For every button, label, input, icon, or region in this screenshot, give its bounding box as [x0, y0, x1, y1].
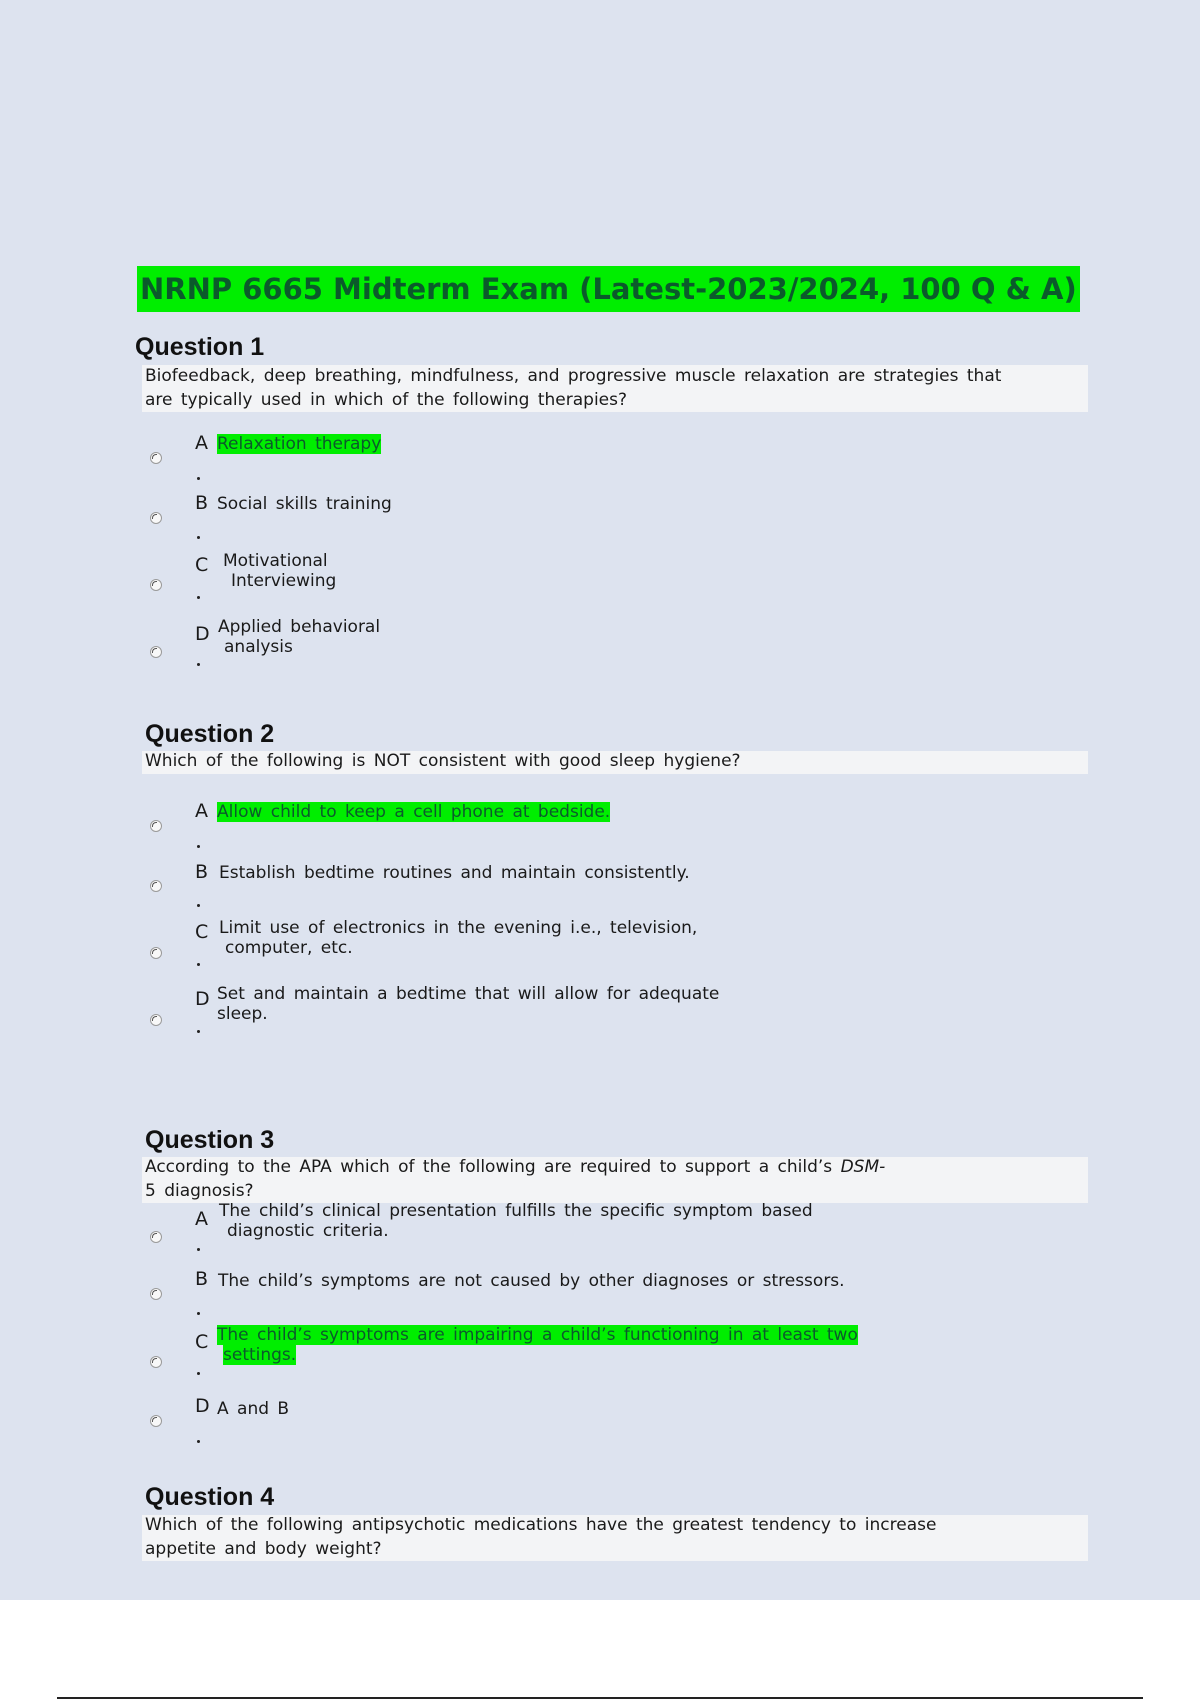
- option-2a-radio[interactable]: [150, 820, 162, 832]
- question-1-heading: Question 1: [135, 333, 265, 361]
- option-1c-dot: [197, 596, 200, 599]
- question-3-text: According to the APA which of the following are required to support a child’s DSM- 5 diagnosis?: [145, 1157, 886, 1201]
- option-3b-label[interactable]: The child’s symptoms are not caused by other diagnoses or stressors.: [218, 1271, 845, 1291]
- option-2a-letter: A: [195, 800, 208, 822]
- option-3c-dot: [197, 1372, 200, 1375]
- option-3c-radio[interactable]: [150, 1356, 162, 1368]
- option-2d-dot: [197, 1030, 200, 1033]
- option-1a-radio[interactable]: [150, 452, 162, 464]
- option-1b-dot: [197, 536, 200, 539]
- option-1d-radio[interactable]: [150, 646, 162, 658]
- option-2b-letter: B: [195, 861, 209, 883]
- option-3d-radio[interactable]: [150, 1415, 162, 1427]
- option-1a-dot: [197, 477, 200, 480]
- option-3b-dot: [197, 1312, 200, 1315]
- question-1-text: Biofeedback, deep breathing, mindfulness, and progressive muscle relaxation are strategies that are typically used in which of the following therapies?: [145, 366, 1002, 410]
- option-2d-radio[interactable]: [150, 1014, 162, 1026]
- option-2c-dot: [197, 963, 200, 966]
- option-3d-dot: [197, 1440, 200, 1443]
- question-4-text: Which of the following antipsychotic medications have the greatest tendency to increase appetite and body weight?: [145, 1515, 937, 1559]
- option-3b-letter: B: [195, 1268, 209, 1290]
- option-1a-label[interactable]: Relaxation therapy: [217, 434, 382, 454]
- option-2c-radio[interactable]: [150, 947, 162, 959]
- option-2d-letter: D: [195, 988, 210, 1010]
- question-2-text: Which of the following is NOT consistent with good sleep hygiene?: [145, 751, 741, 771]
- option-1d-label[interactable]: Applied behavioral analysis: [218, 617, 381, 657]
- footer-rule: [57, 1697, 1143, 1699]
- option-3b-radio[interactable]: [150, 1288, 162, 1300]
- option-1c-label[interactable]: Motivational Interviewing: [223, 551, 337, 591]
- option-3c-label[interactable]: The child’s symptoms are impairing a child’s functioning in at least two settings.: [217, 1325, 858, 1365]
- option-1b-label[interactable]: Social skills training: [217, 494, 392, 514]
- option-1c-radio[interactable]: [150, 579, 162, 591]
- option-2b-dot: [197, 904, 200, 907]
- option-1c-letter: C: [195, 554, 209, 576]
- question-2-heading: Question 2: [145, 720, 275, 748]
- option-3a-dot: [197, 1248, 200, 1251]
- option-2a-label[interactable]: Allow child to keep a cell phone at bedside.: [217, 802, 611, 822]
- option-2d-label[interactable]: Set and maintain a bedtime that will allow for adequate sleep.: [217, 984, 720, 1024]
- option-1a-letter: A: [195, 432, 208, 454]
- option-3d-letter: D: [195, 1395, 210, 1417]
- option-2c-letter: C: [195, 921, 209, 943]
- option-2a-dot: [197, 845, 200, 848]
- option-3d-label[interactable]: A and B: [217, 1399, 290, 1419]
- option-3a-radio[interactable]: [150, 1231, 162, 1243]
- option-2b-radio[interactable]: [150, 880, 162, 892]
- option-1d-letter: D: [195, 623, 210, 645]
- option-1b-radio[interactable]: [150, 512, 162, 524]
- question-3-heading: Question 3: [145, 1126, 275, 1154]
- question-4-heading: Question 4: [145, 1483, 275, 1511]
- option-2c-label[interactable]: Limit use of electronics in the evening i.e., television, computer, etc.: [219, 918, 698, 958]
- document-title: NRNP 6665 Midterm Exam (Latest-2023/2024, 100 Q & A): [137, 266, 1080, 312]
- option-3c-letter: C: [195, 1331, 209, 1353]
- option-1b-letter: B: [195, 492, 209, 514]
- option-1d-dot: [197, 663, 200, 666]
- option-3a-letter: A: [195, 1208, 208, 1230]
- option-3a-label[interactable]: The child’s clinical presentation fulfills the specific symptom based diagnostic criteria.: [219, 1201, 813, 1241]
- option-2b-label[interactable]: Establish bedtime routines and maintain consistently.: [219, 863, 690, 883]
